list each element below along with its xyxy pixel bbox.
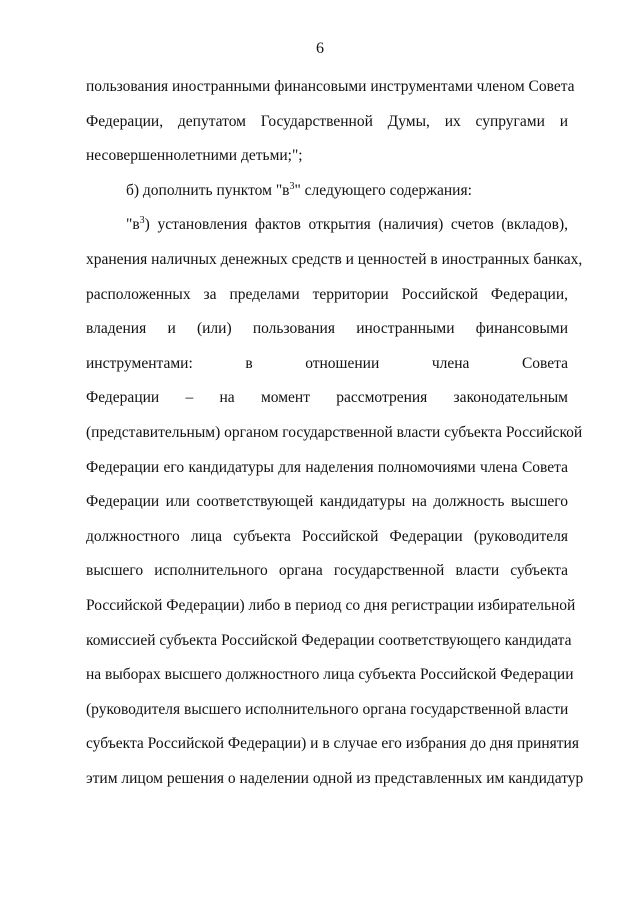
amendment-b-prefix: б) дополнить пунктом "в	[126, 181, 290, 199]
paragraph-clause-v3	[86, 214, 584, 802]
text-line: (представительным) органом государственной власти субъекта Российской	[86, 423, 583, 441]
text-line: Федерации его кандидатуры для наделения полномочиями члена Совета	[86, 458, 568, 476]
text-line: пользования иностранными финансовыми инструментами членом Совета	[86, 78, 575, 95]
text-line-first	[86, 214, 568, 249]
text-line: (руководителя высшего исполнительного органа государственной власти	[86, 700, 569, 718]
text-line: инструментами: в отношении члена Совета	[86, 354, 568, 372]
text-line: владения и (или) пользования иностранными финансовыми	[86, 320, 568, 338]
page-number: 6	[316, 40, 324, 57]
document-body	[86, 76, 584, 802]
text-line: несовершеннолетними детьми;";	[86, 147, 303, 165]
text-line: комиссией субъекта Российской Федерации соответствующего кандидата	[86, 631, 572, 649]
text-line: расположенных за пределами территории Российской Федерации,	[86, 285, 568, 303]
text-line: на выборах высшего должностного лица субъекта Российской Федерации	[86, 666, 574, 684]
text-line: Федерации или соответствующей кандидатуры на должность высшего	[86, 493, 568, 511]
text-line: субъекта Российской Федерации) и в случае его избрания до дня принятия	[86, 735, 579, 753]
text-line: Российской Федерации) либо в период со дня регистрации избирательной	[86, 596, 576, 614]
amendment-b-superscript: 3	[289, 180, 295, 192]
paragraph-amendment-b	[86, 180, 568, 215]
text-line: Федерации – на момент рассмотрения законодательным	[86, 389, 568, 407]
clause-v3-superscript: 3	[139, 215, 145, 227]
paragraph-continuation	[86, 76, 575, 180]
text-line: Федерации, депутатом Государственной Думы, их супругами и	[86, 112, 568, 130]
text-line: высшего исполнительного органа государственной власти субъекта	[86, 562, 568, 580]
text-line: хранения наличных денежных средств и ценностей в иностранных банках,	[86, 250, 583, 268]
text-line: этим лицом решения о наделении одной из представленных им кандидатур	[86, 769, 584, 787]
clause-v3-suffix: ) установления фактов открытия (наличия) счетов (вкладов),	[144, 216, 568, 234]
text-line: должностного лица субъекта Российской Федерации (руководителя	[86, 527, 568, 545]
clause-v3-prefix: "в	[126, 216, 140, 234]
amendment-b-suffix: " следующего содержания:	[294, 181, 472, 199]
